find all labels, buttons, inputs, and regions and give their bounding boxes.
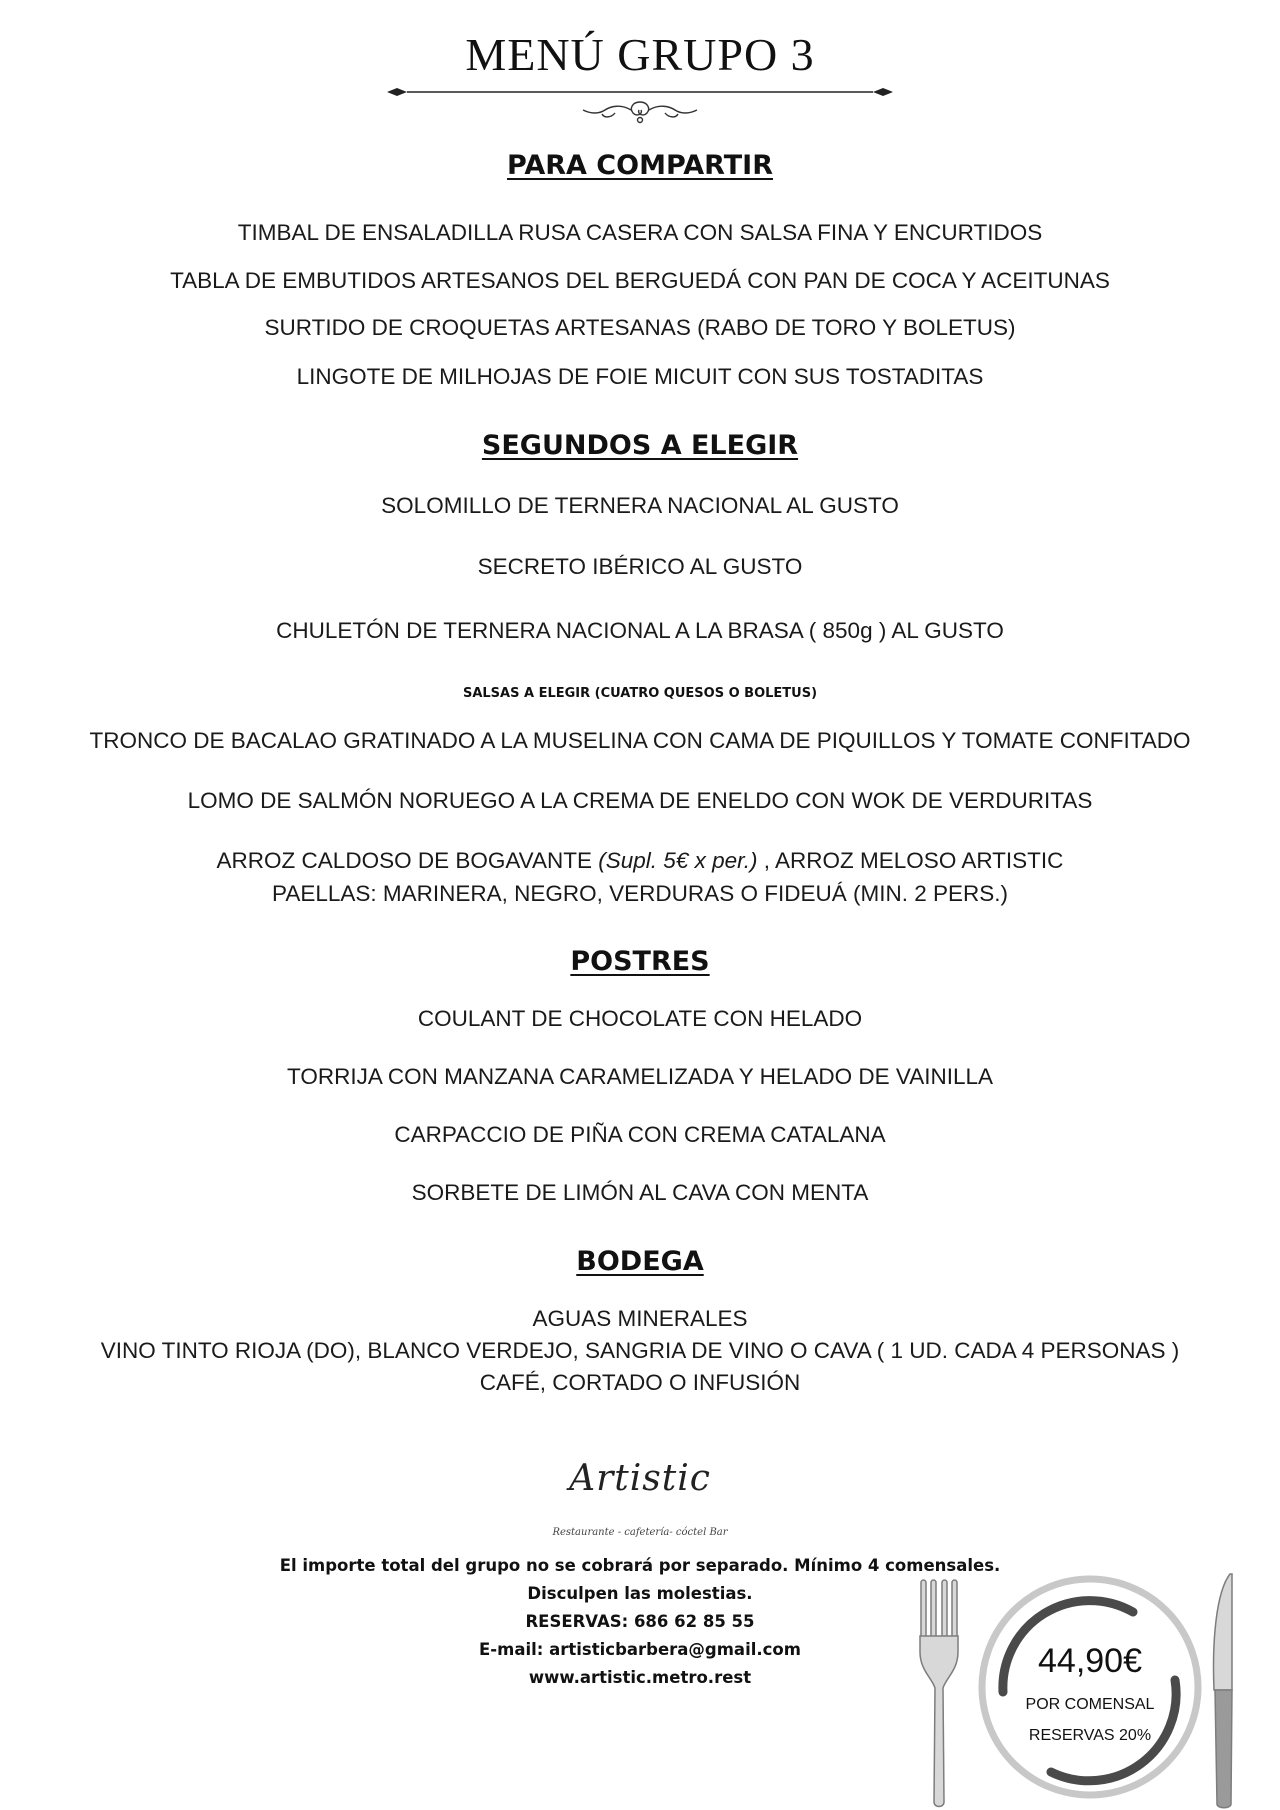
footer-email: E-mail: artisticbarbera@gmail.com (479, 1640, 801, 1659)
menu-item: SORBETE DE LIMÓN AL CAVA CON MENTA (411, 1180, 869, 1205)
footer-notice: El importe total del grupo no se cobrará por separado. Mínimo 4 comensales. (279, 1556, 1001, 1575)
menu-item: TIMBAL DE ENSALADILLA RUSA CASERA CON SALSA FINA Y ENCURTIDOS (237, 220, 1043, 245)
footer-website: www.artistic.metro.rest (528, 1668, 752, 1687)
price-reservation: RESERVAS 20% (1028, 1727, 1152, 1744)
menu-item: COULANT DE CHOCOLATE CON HELADO (417, 1006, 863, 1031)
section-heading-segundos: SEGUNDOS A ELEGIR (481, 430, 799, 461)
menu-item: TRONCO DE BACALAO GRATINADO A LA MUSELINA CON CAMA DE PIQUILLOS Y TOMATE CONFITADO (89, 728, 1191, 753)
section-heading-compartir: PARA COMPARTIR (507, 150, 773, 181)
menu-item: SURTIDO DE CROQUETAS ARTESANAS (RABO DE TORO Y BOLETUS) (264, 315, 1016, 340)
sauces-note: SALSAS A ELEGIR (CUATRO QUESOS O BOLETUS) (462, 686, 818, 701)
menu-title: MENÚ GRUPO 3 (465, 29, 815, 80)
menu-item: CHULETÓN DE TERNERA NACIONAL A LA BRASA ( 850g ) AL GUSTO (276, 618, 1004, 643)
menu-item: LINGOTE DE MILHOJAS DE FOIE MICUIT CON SUS TOSTADITAS (296, 364, 984, 389)
footer-apology: Disculpen las molestias. (527, 1584, 753, 1603)
rice-caldoso: ARROZ CALDOSO DE BOGAVANTE (216, 848, 599, 873)
restaurant-logo: Artistic (569, 1458, 711, 1499)
knife-icon (1206, 1572, 1238, 1810)
menu-item: TORRIJA CON MANZANA CARAMELIZADA Y HELADO DE VAINILLA (286, 1064, 994, 1089)
rice-item (0, 848, 1280, 874)
rice-supplement: (Supl. 5€ x per.) (598, 848, 758, 873)
menu-item: LOMO DE SALMÓN NORUEGO A LA CREMA DE ENELDO CON WOK DE VERDURITAS (187, 788, 1093, 813)
price-per-person: POR COMENSAL (1025, 1696, 1155, 1713)
section-heading-postres: POSTRES (570, 946, 710, 977)
menu-item: CAFÉ, CORTADO O INFUSIÓN (479, 1370, 801, 1395)
rice-meloso: , ARROZ MELOSO ARTISTIC (757, 848, 1064, 873)
restaurant-tagline: Restaurante - cafetería- cóctel Bar (552, 1527, 728, 1538)
price-amount: 44,90€ (1038, 1642, 1142, 1680)
menu-item: AGUAS MINERALES (532, 1306, 748, 1331)
fork-icon (918, 1578, 960, 1810)
menu-item: CARPACCIO DE PIÑA CON CREMA CATALANA (394, 1122, 886, 1147)
footer-phone: RESERVAS: 686 62 85 55 (525, 1612, 755, 1631)
menu-item: VINO TINTO RIOJA (DO), BLANCO VERDEJO, SANGRIA DE VINO O CAVA ( 1 UD. CADA 4 PERSONAS ) (100, 1338, 1180, 1363)
menu-item: SECRETO IBÉRICO AL GUSTO (477, 554, 803, 579)
paellas-item: PAELLAS: MARINERA, NEGRO, VERDURAS O FIDEUÁ (MIN. 2 PERS.) (272, 881, 1008, 906)
menu-item: SOLOMILLO DE TERNERA NACIONAL AL GUSTO (381, 493, 899, 518)
section-heading-bodega: BODEGA (576, 1246, 704, 1277)
menu-item: TABLA DE EMBUTIDOS ARTESANOS DEL BERGUEDÁ CON PAN DE COCA Y ACEITUNAS (170, 268, 1110, 293)
ornamental-divider (385, 80, 895, 128)
price-badge (975, 1572, 1205, 1802)
